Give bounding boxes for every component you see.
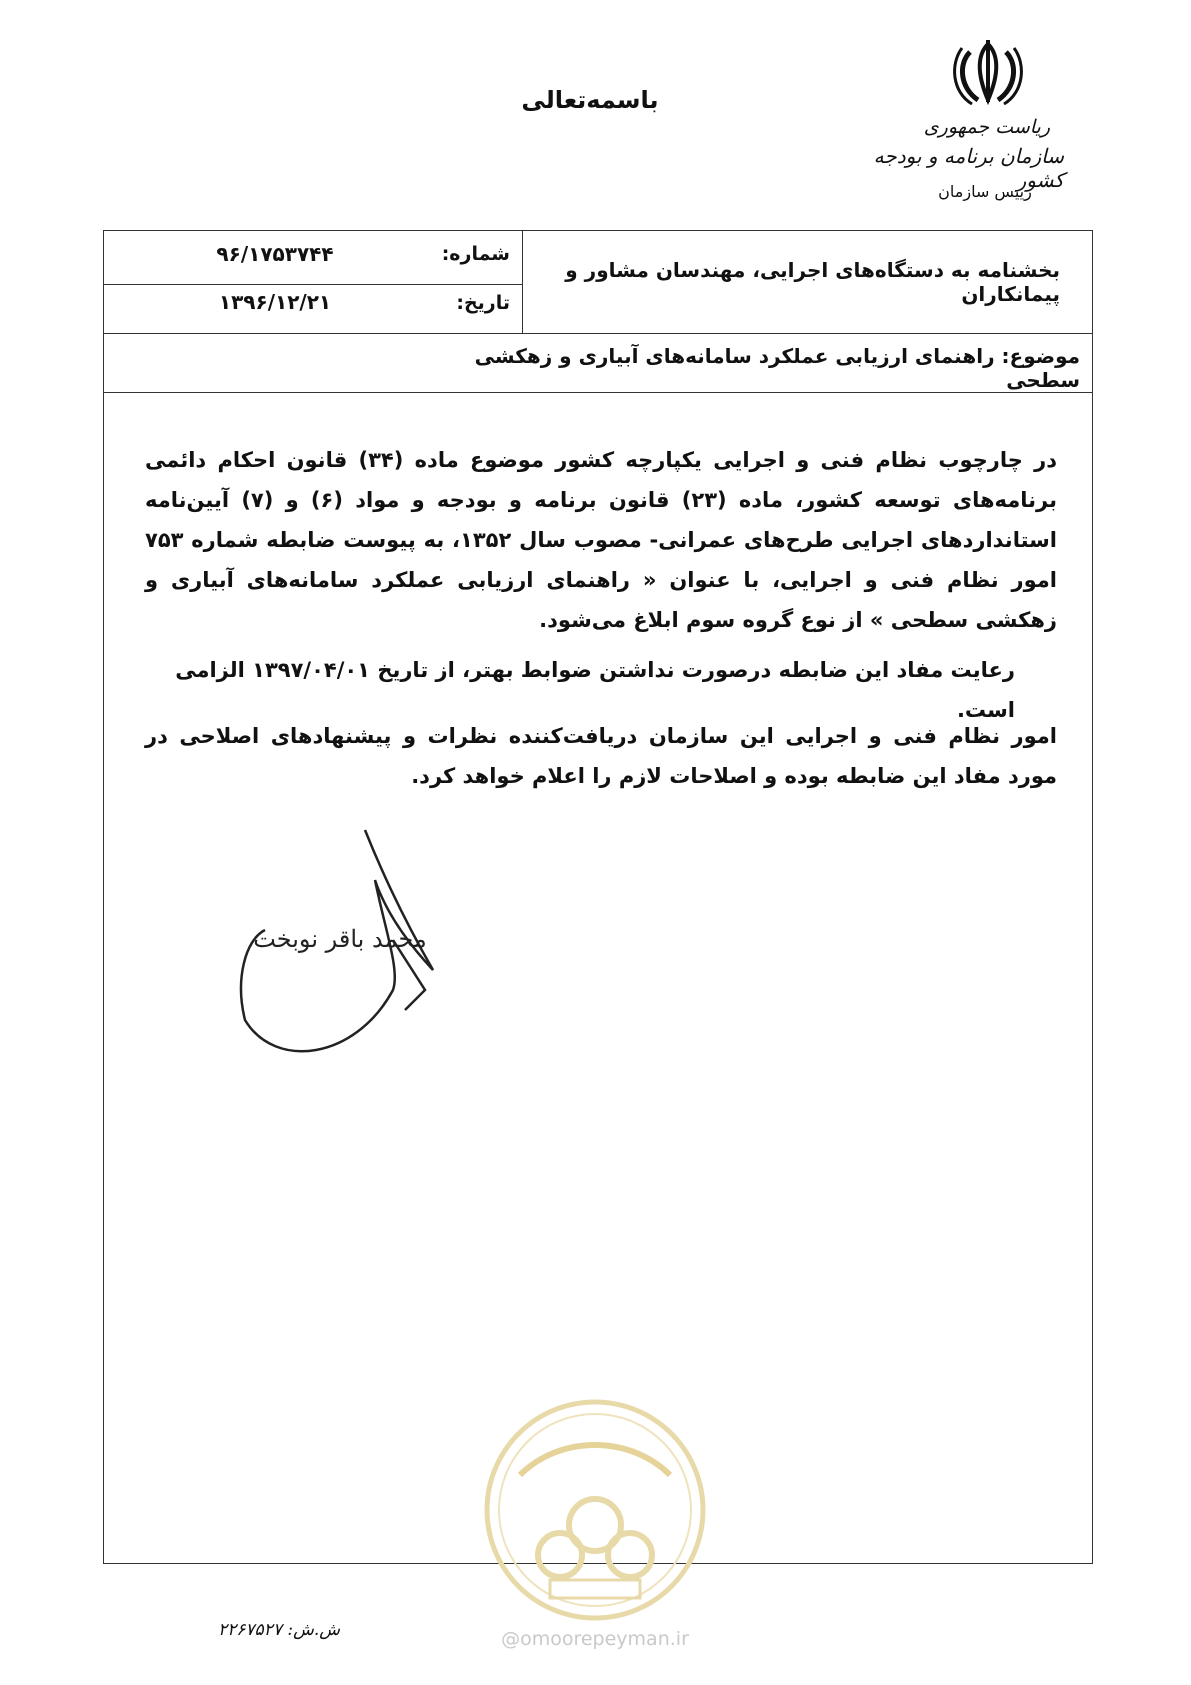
signatory-name: محمد باقر نوبخت xyxy=(253,925,427,953)
basmala: باسمه‌تعالی xyxy=(521,86,659,114)
recipients: بخشنامه به دستگاه‌های اجرایی، مهندسان مشاور و پیمانکاران xyxy=(565,258,1060,306)
meta-divider xyxy=(103,284,523,285)
number-label: شماره: xyxy=(441,243,510,265)
subject-divider xyxy=(103,392,1093,393)
subject-line: موضوع: راهنمای ارزیابی عملکرد سامانه‌های آبیاری و زهکشی سطحی xyxy=(474,344,1080,392)
iran-emblem-icon xyxy=(948,38,1028,108)
org-line-head: رییس سازمان xyxy=(938,182,1032,201)
body-paragraph-2: رعایت مفاد این ضابطه درصورت نداشتن ضوابط بهتر، از تاریخ ۱۳۹۷/۰۴/۰۱ الزامی است. xyxy=(175,658,1015,722)
body-paragraph-1-end: » از نوع گروه سوم ابلاغ می‌شود. xyxy=(539,608,884,632)
body-paragraph-1 xyxy=(145,440,1057,640)
org-line-organization: سازمان برنامه و بودجه کشور xyxy=(873,144,1064,192)
date-value: ۱۳۹۶/۱۲/۲۱ xyxy=(218,290,332,314)
watermark-stamp-icon xyxy=(480,1395,710,1625)
org-line-presidency: ریاست جمهوری xyxy=(923,116,1050,138)
number-value: ۹۶/۱۷۵۳۷۴۴ xyxy=(216,242,334,266)
watermark-website: @omoorepeyman.ir xyxy=(501,1628,689,1650)
body-paragraph-1-text: در چارچوب نظام فنی و اجرایی یکپارچه کشور موضوع ماده (۳۴) قانون احکام دائمی برنامه‌های توسعه کشور، ماده (۲۳) قانون برنامه و بودجه و مواد (۶) و (۷) آیین‌نامه استانداردهای اجرایی طرح‌های عمرانی- مصوب سال ۱۳۵۲، به پیوست ضابطه شماره ۷۵۳ امور نظام فنی و اجرایی، با عنوان « xyxy=(145,448,1058,592)
guide-title: راهنمای ارزیابی عملکرد سامانه‌های آبیاری و زهکشی سطحی xyxy=(145,568,1057,632)
header-divider xyxy=(103,333,1093,334)
body-paragraph-3: امور نظام فنی و اجرایی این سازمان دریافت‌کننده نظرات و پیشنهادهای اصلاحی در مورد مفاد این ضابطه بوده و اصلاحات لازم را اعلام خواهد کرد. xyxy=(145,724,1057,788)
date-label: تاریخ: xyxy=(456,292,510,314)
footer-code: ش.ش: ۲۲۶۷۵۲۷ xyxy=(218,1620,340,1640)
